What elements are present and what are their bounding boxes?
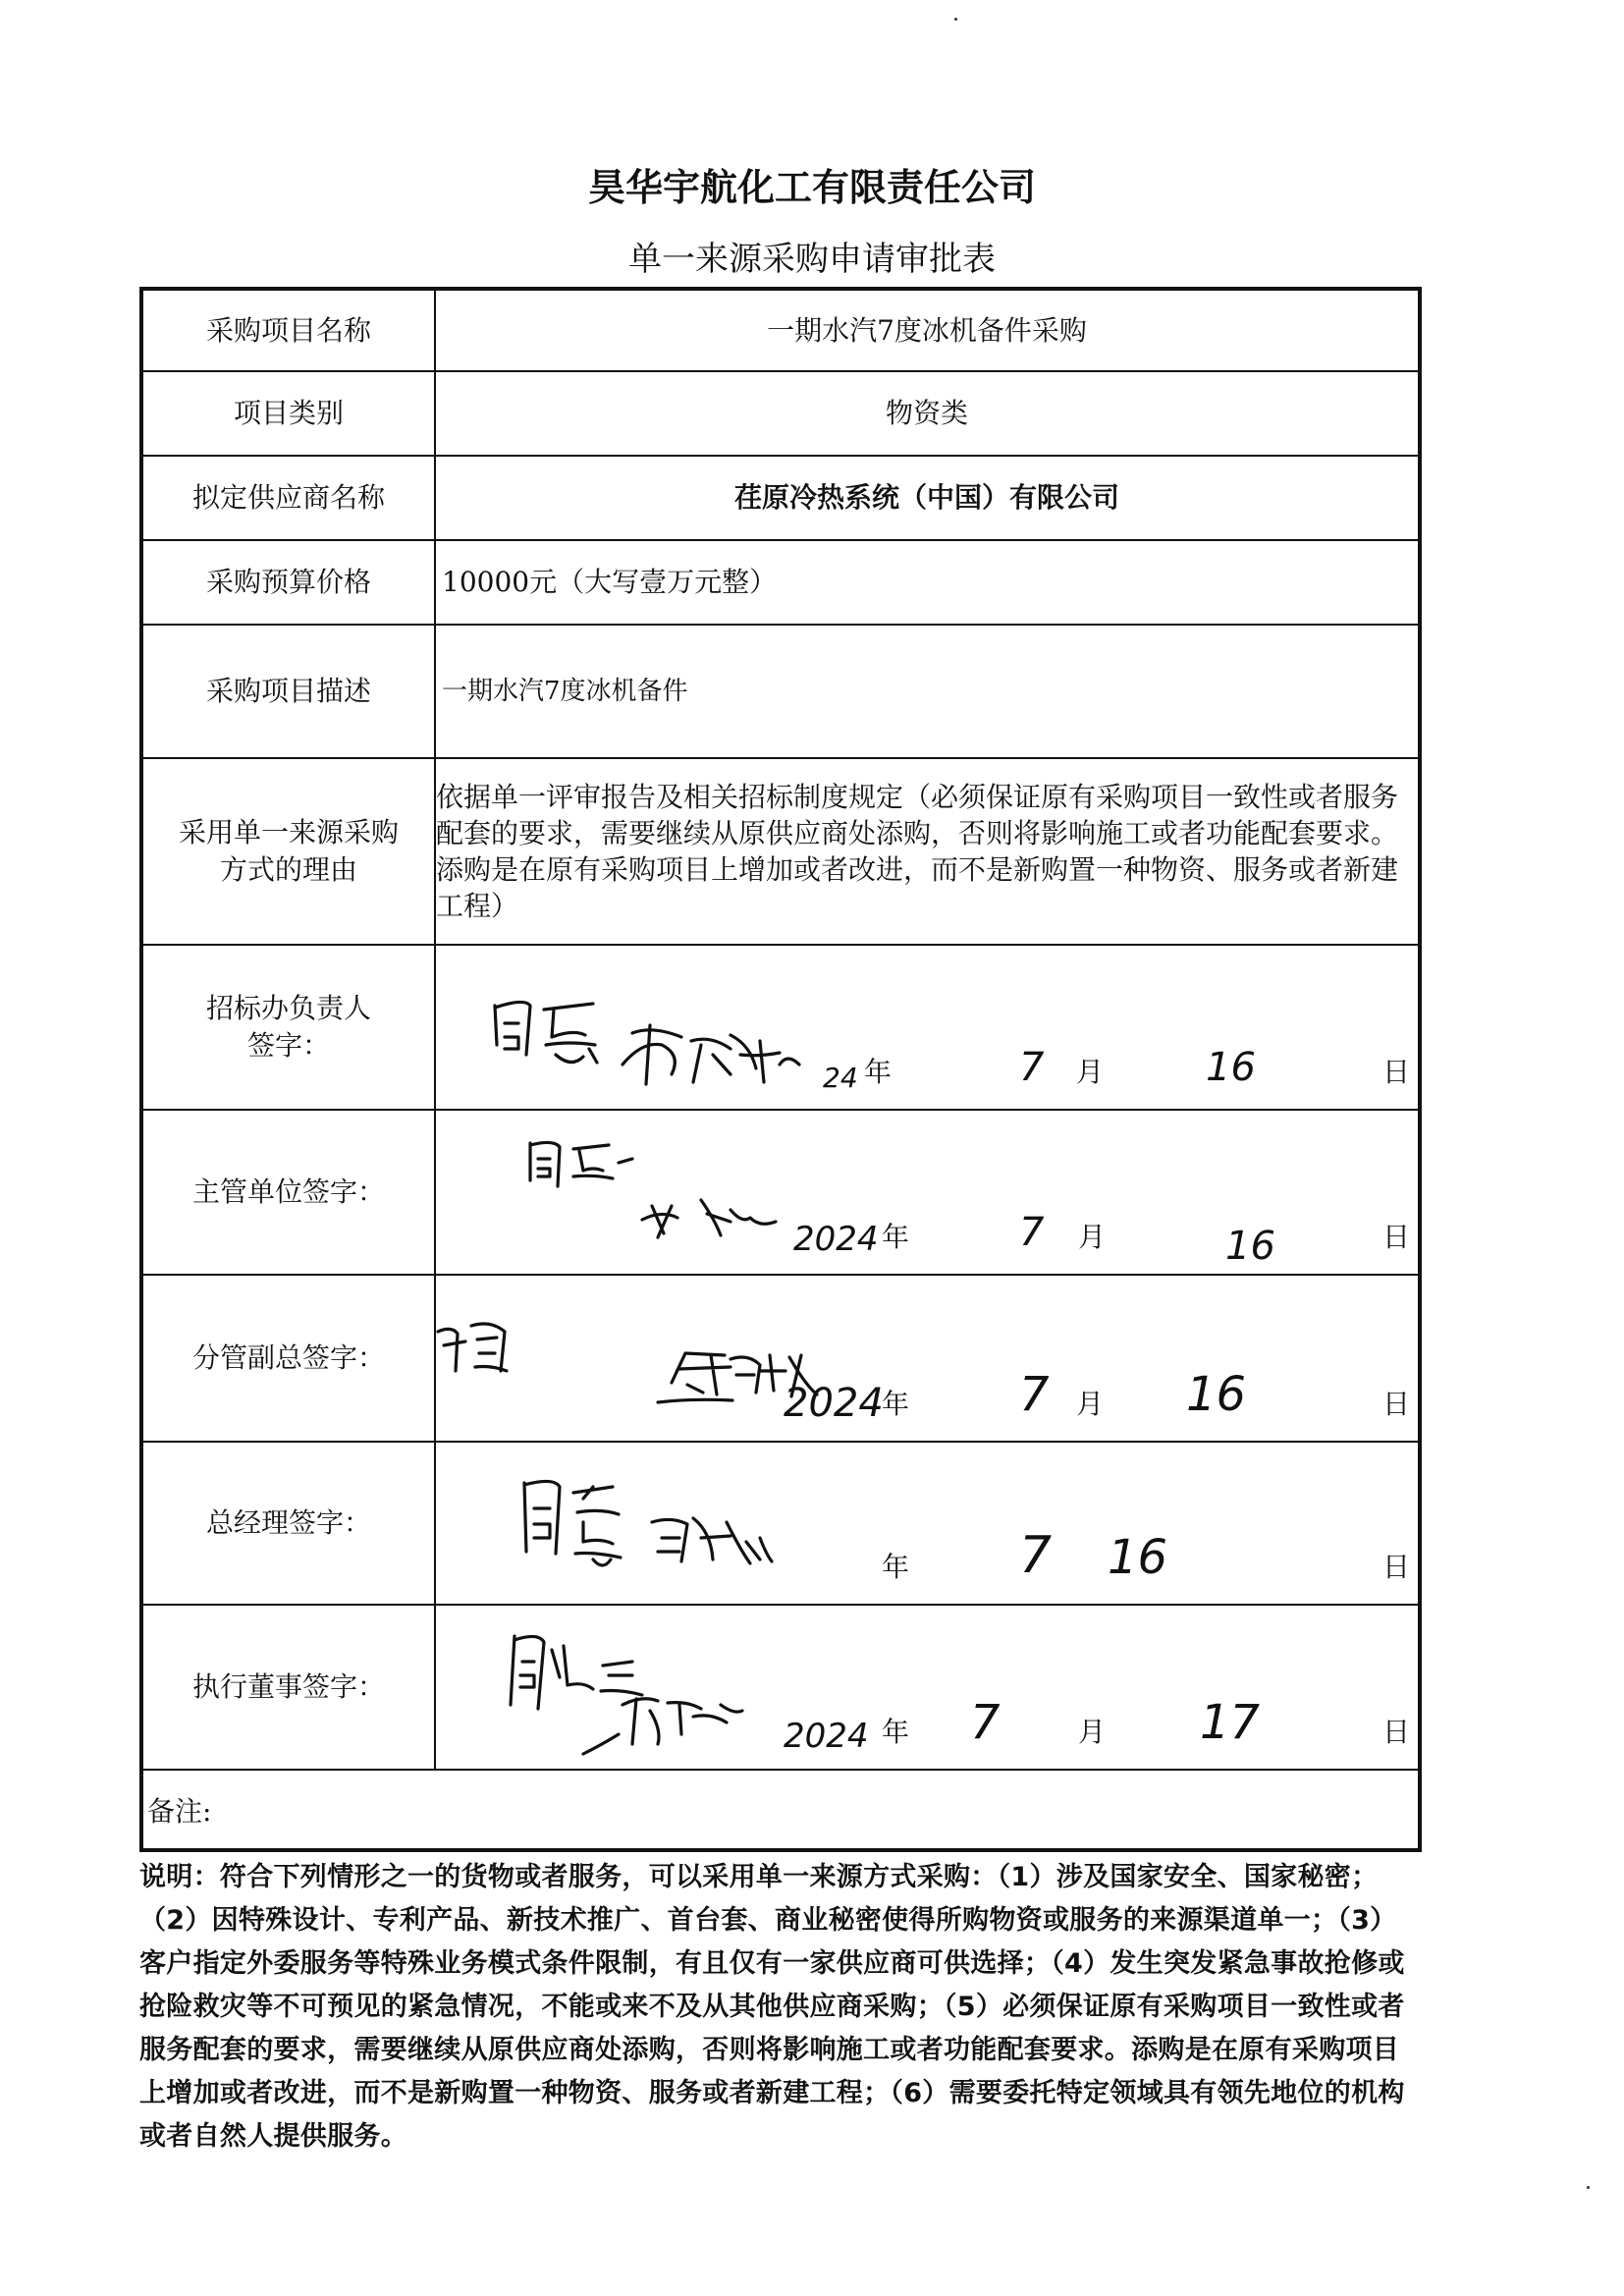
signature-label-text: 招标办负责人签字： [205, 992, 371, 1062]
signature-cell [435, 1275, 1420, 1442]
label-budget: 采购预算价格 [141, 540, 435, 625]
date-day-unit: 日 [1382, 1056, 1411, 1088]
signature-label [141, 1442, 435, 1605]
signature-label [141, 1605, 435, 1770]
handwritten-day: 16 [1108, 1530, 1168, 1585]
signature-label [141, 1110, 435, 1275]
explanation-note: 说明：符合下列情形之一的货物或者服务，可以采用单一来源方式采购：（1）涉及国家安全、国家秘密；（2）因特殊设计、专利产品、新技术推广、首台套、商业秘密使得所购物资或服务的来源渠道单一；（3）客户指定外委服务等特殊业务模式条件限制，有且仅有一家供应商可供选择；（4）发生突发紧急事故抢修或抢险救灾等不可预见的紧急情况，不能或来不及从其他供应商采购；（5）必须保证原有采购项目一致性或者服务配套的要求，需要继续从原供应商处添购，否则将影响施工或者功能配套要求。添购是在原有采购项目上增加或者改进，而不是新购置一种物资、服务或者新建工程；（6）需要委托特定领域具有领先地位的机构或者自然人提供服务。 [139, 1862, 1405, 2152]
handwritten-year: 2024 [784, 1381, 884, 1426]
label-description: 采购项目描述 [141, 625, 435, 758]
remarks-label: 备注: [147, 1794, 212, 1828]
date-year-unit: 年 [882, 1388, 910, 1420]
row-category [141, 371, 1420, 456]
label-supplier: 拟定供应商名称 [141, 456, 435, 540]
handwritten-day: 16 [1225, 1224, 1275, 1269]
signature-label-text: 分管副总签字： [191, 1341, 385, 1374]
label-project-name: 采购项目名称 [141, 289, 435, 371]
signature-cell [435, 1605, 1420, 1770]
form-title: 单一来源采购申请审批表 [628, 240, 996, 279]
date-year-unit: 年 [882, 1716, 910, 1748]
signature-label-text: 主管单位签字： [191, 1175, 385, 1208]
date-year-unit: 年 [864, 1056, 893, 1088]
remarks-cell [141, 1770, 1420, 1850]
handwritten-day: 17 [1200, 1695, 1261, 1750]
date-year-unit: 年 [882, 1551, 910, 1583]
date-day-unit: 日 [1382, 1551, 1411, 1583]
handwritten-month: 7 [1019, 1526, 1053, 1585]
value-supplier: 荏原冷热系统（中国）有限公司 [435, 456, 1420, 540]
row-reason [141, 758, 1420, 945]
handwritten-month: 7 [970, 1695, 1001, 1750]
label-reason-line1: 采用单一来源采购 [178, 816, 399, 848]
value-category: 物资类 [435, 371, 1420, 456]
row-remarks [141, 1770, 1420, 1850]
company-name: 昊华宇航化工有限责任公司 [587, 166, 1036, 209]
label-category: 项目类别 [141, 371, 435, 456]
date-day-unit: 日 [1382, 1221, 1411, 1253]
scan-speck [954, 18, 957, 21]
row-budget [141, 540, 1420, 625]
signature-label [141, 945, 435, 1110]
label-reason [141, 758, 435, 945]
handwritten-day: 16 [1206, 1045, 1256, 1090]
signature-row [141, 1605, 1420, 1770]
handwritten-month: 7 [1019, 1367, 1050, 1422]
date-day-unit: 日 [1382, 1388, 1411, 1420]
scan-speck [1587, 2186, 1590, 2189]
signature-cell [435, 1110, 1420, 1275]
date-month-unit: 月 [1076, 1388, 1105, 1420]
signature-row [141, 1110, 1420, 1275]
handwritten-month: 7 [1019, 1210, 1045, 1255]
handwritten-year: 2024 [793, 1220, 879, 1259]
signature-label-text: 总经理签字： [205, 1506, 371, 1539]
row-description [141, 625, 1420, 758]
value-description: 一期水汽7度冰机备件 [435, 625, 1420, 758]
date-year-unit: 年 [882, 1221, 910, 1253]
handwritten-day: 16 [1186, 1367, 1247, 1422]
date-day-unit: 日 [1382, 1716, 1411, 1748]
handwritten-month: 7 [1019, 1045, 1045, 1090]
date-month-unit: 月 [1078, 1221, 1107, 1253]
value-reason: 依据单一评审报告及相关招标制度规定（必须保证原有采购项目一致性或者服务配套的要求，需要继续从原供应商处添购，否则将影响施工或者功能配套要求。添购是在原有采购项目上增加或者改进，而不是新购置一种物资、服务或者新建工程） [435, 758, 1420, 945]
handwritten-year: 24 [823, 1062, 858, 1094]
row-project-name [141, 289, 1420, 371]
signature-label [141, 1275, 435, 1442]
date-month-unit: 月 [1078, 1716, 1107, 1748]
date-month-unit: 月 [1076, 1056, 1105, 1088]
signature-cell [435, 945, 1420, 1110]
signature-cell [435, 1442, 1420, 1605]
value-project-name: 一期水汽7度冰机备件采购 [435, 289, 1420, 371]
signature-row [141, 1442, 1420, 1605]
signature-row [141, 1275, 1420, 1442]
value-budget: 10000元（大写壹万元整） [435, 540, 1420, 625]
approval-form-table [139, 287, 1422, 1852]
handwritten-year: 2024 [784, 1717, 869, 1756]
signature-row [141, 945, 1420, 1110]
row-supplier [141, 456, 1420, 540]
label-reason-line2: 方式的理由 [219, 853, 357, 886]
signature-label-text: 执行董事签字： [191, 1670, 385, 1703]
